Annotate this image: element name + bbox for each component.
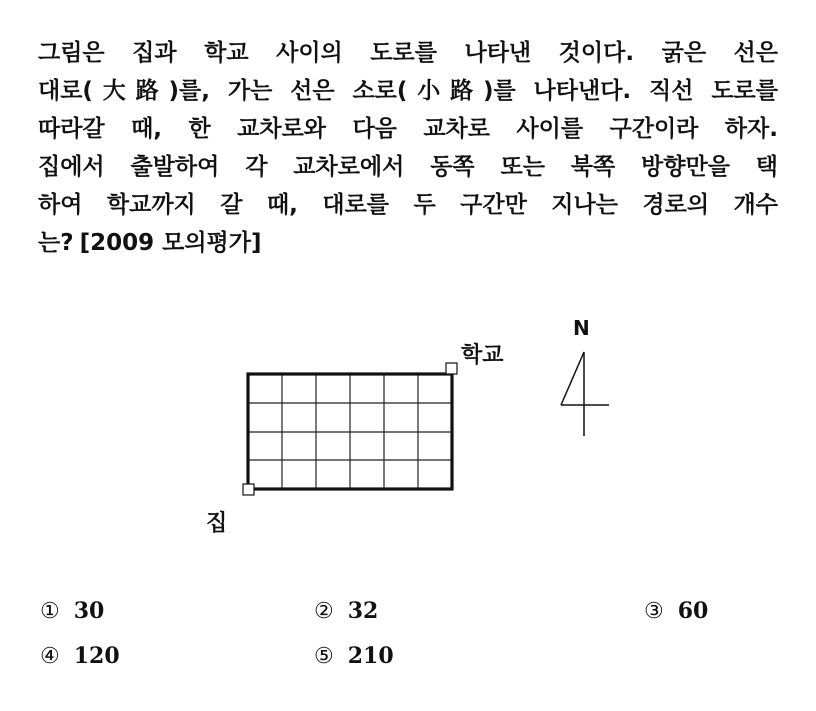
question-line: 하여 학교까지 갈 때, 대로를 두 구간만 지나는 경로의 개수 [38,192,778,218]
school-marker [446,363,457,374]
home-marker [243,484,254,495]
choice-marker: ① [40,599,60,624]
question-line: 대로(大路)를, 가는 선은 소로(小路)를 나타낸다. 직선 도로를 [38,78,778,104]
question-text [38,34,778,262]
choice-value: 30 [73,598,105,624]
choice-value: 32 [347,598,379,624]
question-source: [2009 모의평가] [79,230,262,256]
choice-marker: ③ [644,599,664,624]
choice-value: 210 [347,643,394,669]
north-label: N [573,316,590,340]
choice-4[interactable] [40,643,120,669]
question-line: 따라갈 때, 한 교차로와 다음 교차로 사이를 구간이라 하자. [38,116,778,142]
choice-3[interactable] [644,598,708,624]
choice-2[interactable] [314,598,378,624]
north-arrow-icon [561,352,609,436]
school-label: 학교 [461,343,504,368]
question-line: 는? [2009 모의평가] [38,230,262,256]
home-label: 집 [206,511,228,536]
choice-value: 120 [73,643,120,669]
question-line: 그림은 집과 학교 사이의 도로를 나타낸 것이다. 굵은 선은 [38,40,778,66]
question-line: 집에서 출발하여 각 교차로에서 동쪽 또는 북쪽 방향만을 택 [38,154,778,180]
choice-marker: ④ [40,644,60,669]
minor-roads [248,374,452,489]
choice-value: 60 [677,598,709,624]
major-roads [248,374,452,489]
choice-marker: ⑤ [314,644,334,669]
choice-5[interactable] [314,643,394,669]
choice-marker: ② [314,599,334,624]
choice-1[interactable] [40,598,104,624]
